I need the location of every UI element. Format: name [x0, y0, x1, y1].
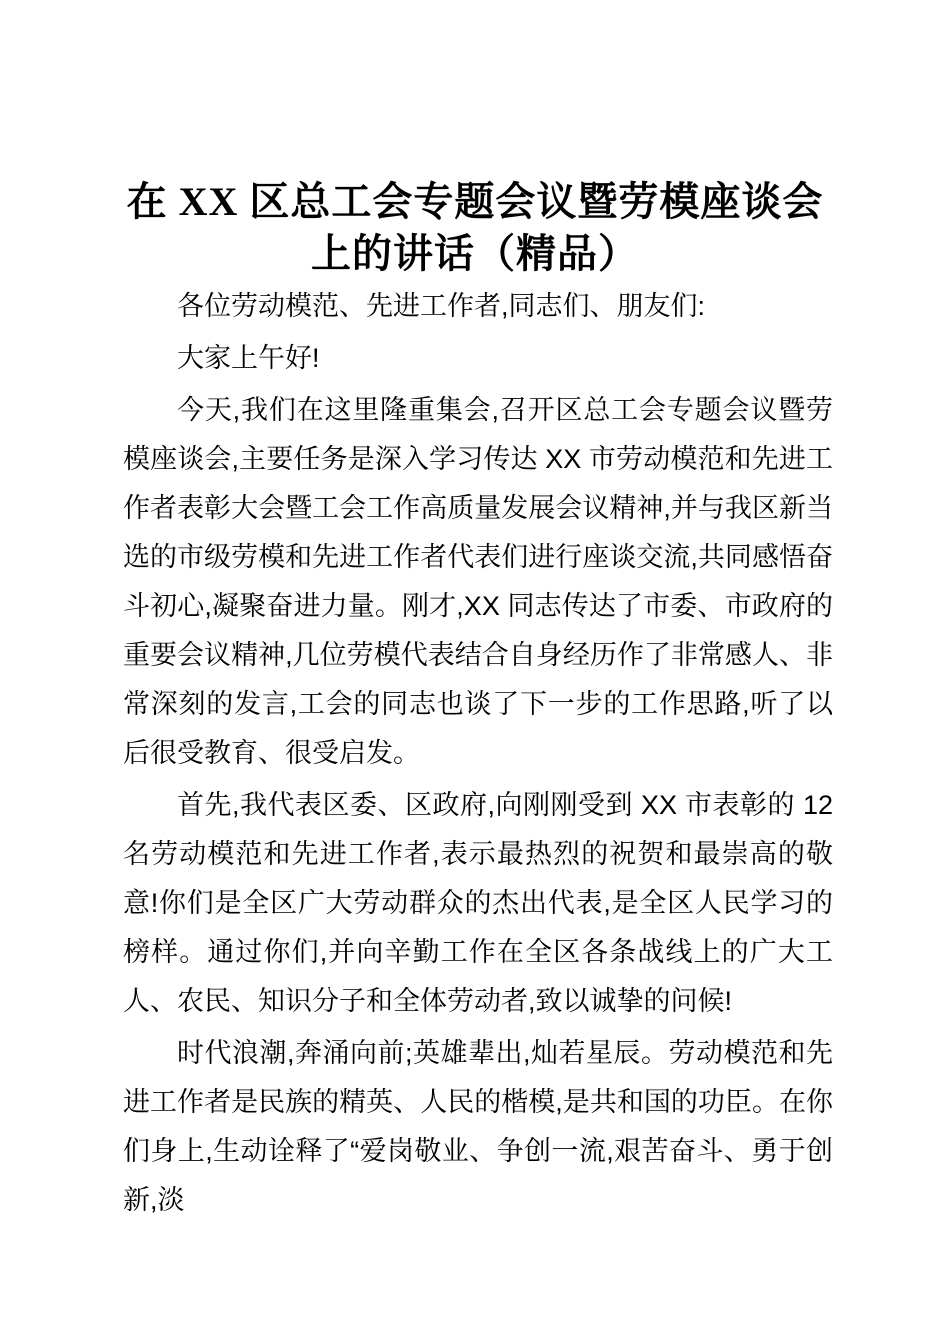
- paragraph-greeting: 大家上午好!: [177, 343, 320, 373]
- document-title-line-1: 在 XX 区总工会专题会议暨劳模座谈会: [126, 179, 824, 224]
- paragraph-era-tribute: 时代浪潮,奔涌向前;英雄辈出,灿若星辰。劳动模范和先进工作者是民族的精英、人民的楷模,是共和国的功臣。在你们身上,生动诠释了“爱岗敬业、争创一流,艰苦奋斗、勇于创新,淡: [123, 1038, 833, 1215]
- paragraph-congratulations: 首先,我代表区委、区政府,向刚刚受到 XX 市表彰的 12 名劳动模范和先进工作者,表示最热烈的祝贺和最崇高的敬意!你们是全区广大劳动群众的杰出代表,是全区人民学习的榜样。通过你们,并向辛勤工作在全区各条战线上的广大工人、农民、知识分子和全体劳动者,致以诚挚的问候!: [123, 790, 833, 1016]
- paragraph-opening: 今天,我们在这里隆重集会,召开区总工会专题会议暨劳模座谈会,主要任务是深入学习传达 XX 市劳动模范和先进工作者表彰大会暨工会工作高质量发展会议精神,并与我区新当选的市级劳模和先进工作者代表们进行座谈交流,共同感悟奋斗初心,凝聚奋进力量。刚才,XX 同志传达了市委、市政府的重要会议精神,几位劳模代表结合自身经历作了非常感人、非常深刻的发言,工会的同志也谈了下一步的工作思路,听了以后很受教育、很受启发。: [123, 395, 833, 768]
- document-title-line-2: 上的讲话（精品）: [311, 231, 639, 276]
- paragraph-salutation: 各位劳动模范、先进工作者,同志们、朋友们:: [177, 291, 706, 321]
- document-body: [123, 282, 833, 1225]
- document-title: [115, 176, 835, 280]
